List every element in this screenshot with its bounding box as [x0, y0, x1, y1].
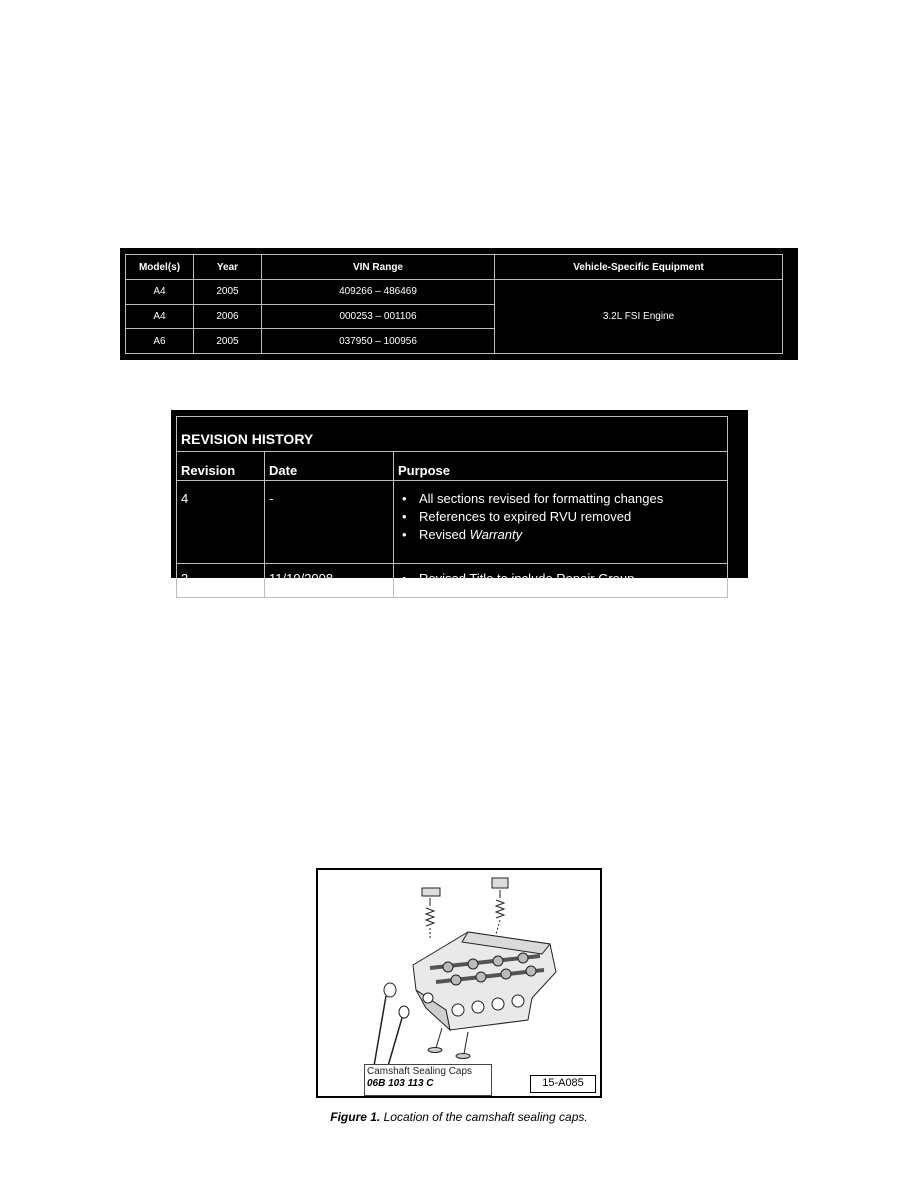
header-vin-range: VIN Range	[262, 255, 495, 280]
vin-range-cell: 000253 – 001106	[262, 304, 495, 329]
date-cell: 11/19/2008	[265, 564, 394, 598]
purpose-text: Revised Title to include Repair Group	[419, 571, 635, 586]
header-equipment: Vehicle-Specific Equipment	[495, 255, 783, 280]
equipment-cell: 3.2L FSI Engine	[495, 280, 783, 354]
cylinder-head-illustration	[318, 870, 600, 1096]
purpose-list	[398, 568, 723, 589]
bullet-icon: •	[402, 571, 407, 586]
callout-box	[364, 1064, 492, 1096]
figure-1-frame	[316, 868, 602, 1098]
bullet-icon: •	[402, 509, 407, 524]
header-purpose: Purpose	[394, 452, 728, 481]
date-cell: -	[265, 481, 394, 564]
purpose-cell	[394, 481, 728, 564]
revision-history-title: REVISION HISTORY	[177, 417, 728, 452]
purpose-text: References to expired RVU removed	[419, 509, 632, 524]
purpose-list	[398, 488, 723, 545]
purpose-text: Revised	[419, 527, 470, 542]
part-number: 06B 103 113 C	[367, 1078, 434, 1089]
vin-range-cell: 037950 – 100956	[262, 329, 495, 354]
header-models: Model(s)	[126, 255, 194, 280]
vehicle-table	[125, 254, 783, 354]
callout-label: Camshaft Sealing Caps	[367, 1066, 473, 1077]
vehicle-table-header-row	[126, 255, 783, 280]
bullet-icon: •	[402, 527, 407, 542]
revision-table	[176, 416, 728, 598]
purpose-italic-text: Warranty	[469, 527, 523, 542]
vehicle-applicability-table	[120, 248, 798, 360]
year-cell: 2005	[194, 329, 262, 354]
table-row	[126, 280, 783, 305]
header-year: Year	[194, 255, 262, 280]
model-cell: A4	[126, 304, 194, 329]
header-revision: Revision	[177, 452, 265, 481]
figure-caption	[0, 1110, 918, 1124]
vin-range-cell: 409266 – 486469	[262, 280, 495, 305]
figure-id: 15-A085	[530, 1075, 596, 1093]
bullet-icon: •	[402, 491, 407, 506]
year-cell: 2006	[194, 304, 262, 329]
model-cell: A6	[126, 329, 194, 354]
purpose-text: All sections revised for formatting changes	[419, 491, 664, 506]
revision-history-table	[171, 410, 748, 586]
model-cell: A4	[126, 280, 194, 305]
header-date: Date	[265, 452, 394, 481]
caption-label: Figure 1.	[330, 1110, 381, 1124]
list-item	[398, 568, 723, 589]
table-row	[177, 564, 728, 598]
revision-cell: 4	[177, 481, 265, 564]
list-item	[398, 524, 723, 545]
revision-cell: 3	[177, 564, 265, 598]
table-row	[177, 481, 728, 564]
year-cell: 2005	[194, 280, 262, 305]
caption-text: Location of the camshaft sealing caps.	[380, 1110, 588, 1124]
purpose-cell	[394, 564, 728, 598]
revision-header-row	[177, 452, 728, 481]
